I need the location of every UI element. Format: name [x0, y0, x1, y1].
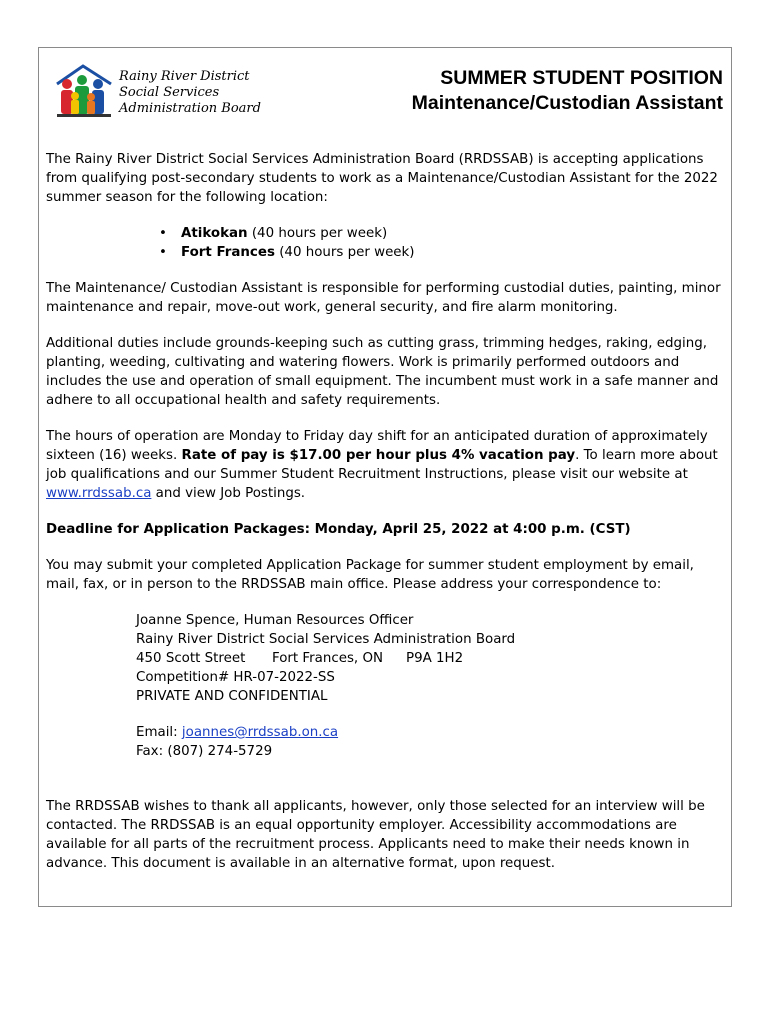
hours-text-3: and view Job Postings. — [151, 486, 306, 501]
hours-text-2: . To learn more about job qualifications and our Summer Student Recruitment Instructions, please visit our website at — [46, 448, 718, 482]
contact-org: Rainy River District Social Services Administration Board — [136, 632, 516, 647]
location-name: Atikokan — [181, 226, 248, 241]
document-body — [46, 150, 723, 873]
duties-paragraph: Additional duties include grounds-keeping such as cutting grass, trimming hedges, raking, edging, planting, weeding, cultivating and watering flowers. Work is primarily performed outdoors and includes the use and operation of small equipment. The incumbent must work in a safe manner and adhere to all occupational health and safety requirements. — [46, 336, 719, 408]
contact-street-line — [136, 649, 723, 668]
location-item — [46, 243, 723, 262]
email-label: Email: — [136, 725, 182, 740]
hours-paragraph — [46, 427, 723, 503]
deadline-text: Deadline for Application Packages: Monday, April 25, 2022 at 4:00 p.m. (CST) — [46, 522, 631, 537]
logo-line-2: Social Services — [119, 85, 220, 100]
location-item — [46, 224, 723, 243]
competition-number: Competition# HR-07-2022-SS — [136, 670, 335, 685]
address-block — [46, 611, 723, 761]
location-list — [46, 224, 723, 262]
hours-text-1: The hours of operation are Monday to Friday day shift for an anticipated duration of approximately sixteen (16) weeks. — [46, 429, 708, 463]
title-line-2: Maintenance/Custodian Assistant — [411, 92, 723, 114]
location-hours: (40 hours per week) — [247, 226, 388, 241]
email-link[interactable]: joannes@rrdssab.on.ca — [181, 725, 339, 740]
logo-line-1: Rainy River District — [119, 69, 250, 84]
contact-city: Fort Frances, ON — [272, 651, 384, 666]
submit-paragraph: You may submit your completed Application Package for summer student employment by email, mail, fax, or in person to the RRDSSAB main office. Please address your correspondence to: — [46, 558, 694, 592]
closing-paragraph: The RRDSSAB wishes to thank all applicants, however, only those selected for an interview will be contacted. The RRDSSAB is an equal opportunity employer. Accessibility accommodations are available for all parts of the recruitment process. Applicants need to make their needs known in advance. This document is available in an alternative format, upon request. — [46, 799, 705, 871]
document-title — [412, 66, 723, 116]
rrdssab-logo — [53, 62, 273, 122]
logo-text — [119, 69, 261, 117]
rate-of-pay: Rate of pay is $17.00 per hour plus 4% vacation pay — [181, 448, 576, 463]
contact-fax: Fax: (807) 274-5729 — [136, 744, 273, 759]
contact-email-line — [136, 723, 723, 742]
confidential-note: PRIVATE AND CONFIDENTIAL — [136, 689, 328, 704]
contact-postal: P9A 1H2 — [406, 651, 464, 666]
location-hours: (40 hours per week) — [274, 245, 415, 260]
title-line-1: SUMMER STUDENT POSITION — [440, 67, 723, 89]
contact-name: Joanne Spence, Human Resources Officer — [136, 613, 414, 628]
website-link[interactable]: www.rrdssab.ca — [46, 486, 152, 501]
location-name: Fort Frances — [181, 245, 275, 260]
document-page — [38, 47, 732, 907]
contact-street: 450 Scott Street — [136, 651, 246, 666]
logo-line-3: Administration Board — [119, 101, 261, 116]
family-house-logo-icon — [53, 62, 117, 122]
deadline-paragraph — [46, 520, 723, 539]
intro-paragraph: The Rainy River District Social Services Administration Board (RRDSSAB) is accepting applications from qualifying post-secondary students to work as a Maintenance/Custodian Assistant for the 2022 summer season for the following location: — [46, 152, 718, 205]
responsibilities-paragraph: The Maintenance/ Custodian Assistant is responsible for performing custodial duties, painting, minor maintenance and repair, move-out work, general security, and fire alarm monitoring. — [46, 281, 721, 315]
